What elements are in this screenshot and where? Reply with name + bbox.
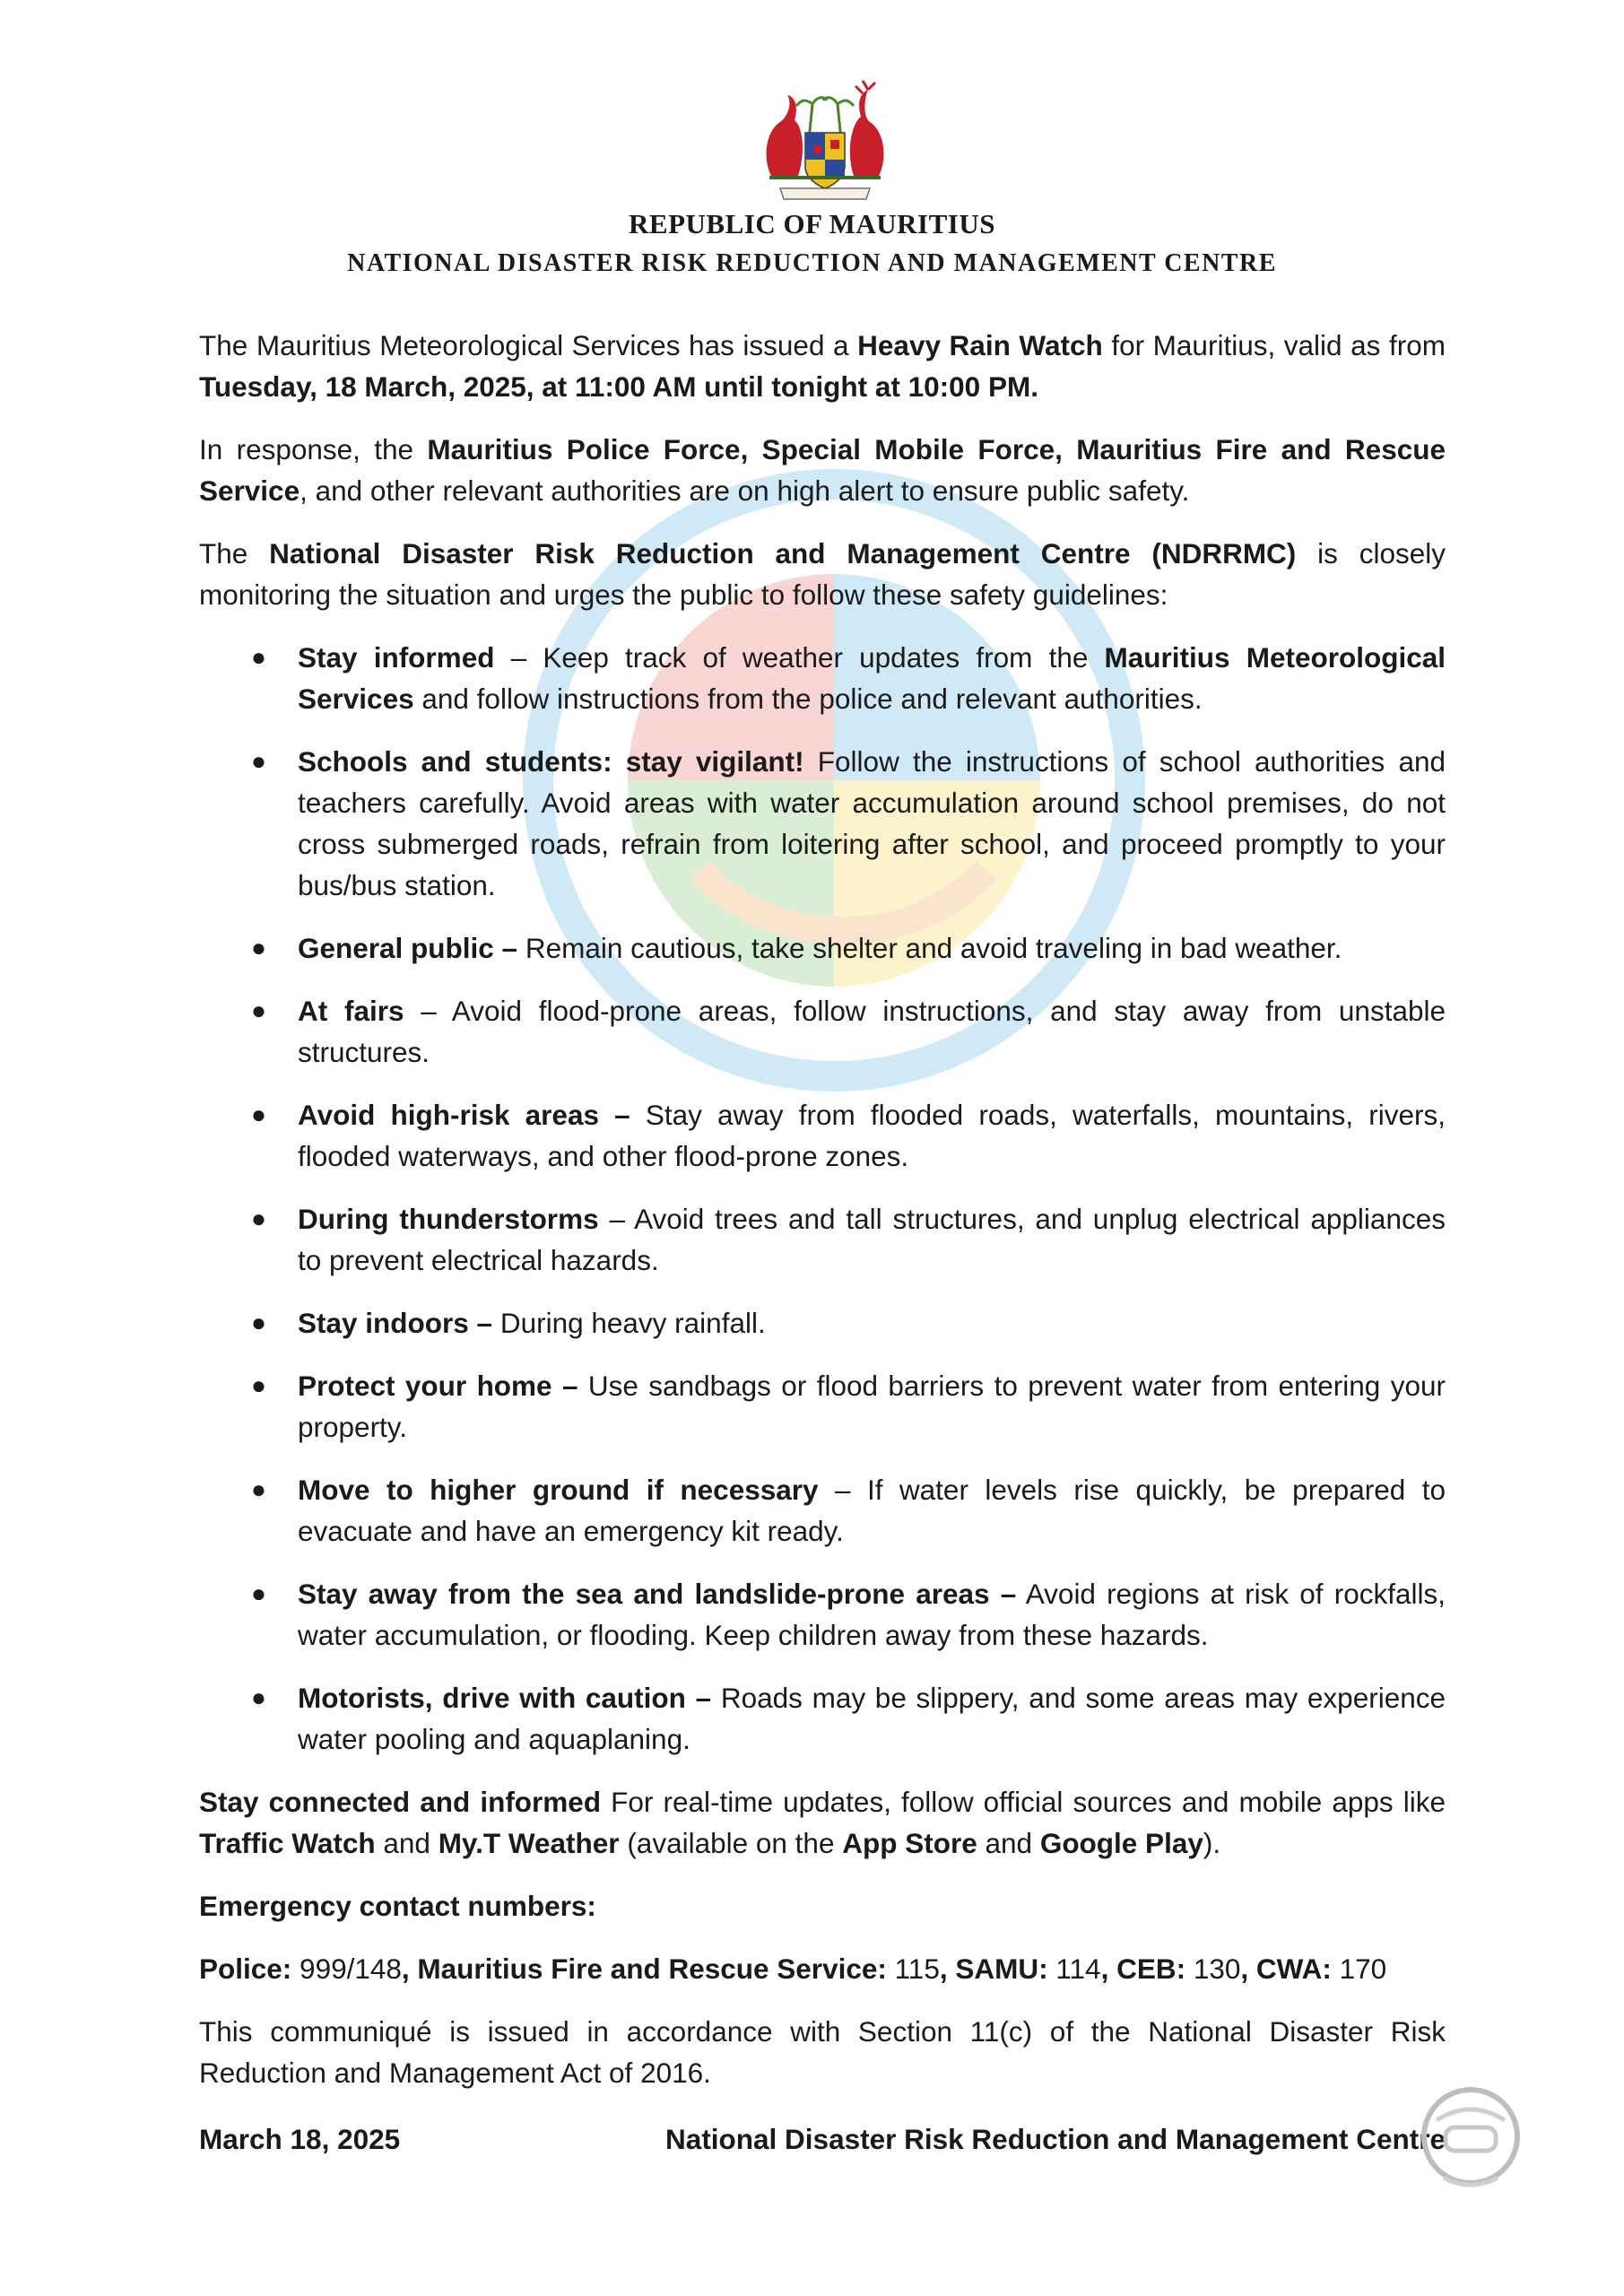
intro-paragraph-1: The Mauritius Meteorological Services has issued a Heavy Rain Watch for Mauritius, valid as from Tuesday, 18 March, 2025, at 11:00 AM until tonight at 10:00 PM. (199, 329, 1446, 403)
intro-paragraph-2: In response, the Mauritius Police Force, Special Mobile Force, Mauritius Fire and Rescue Service, and other relevant authorities are on high alert to ensure public safety. (199, 433, 1446, 507)
emergency-numbers: Police: 999/148, Mauritius Fire and Rescue Service: 115, SAMU: 114, CEB: 130, CWA: 170 (199, 1952, 1387, 1985)
guideline-item: ● At fairs – Avoid flood-prone areas, follow instructions, and stay away from unstable structures. (199, 990, 1446, 1073)
bullet-icon: ● (251, 1309, 266, 1336)
bullet-icon: ● (251, 1371, 266, 1399)
guideline-item: ● Schools and students: stay vigilant! Follow the instructions of school authorities and teachers carefully. Avoid areas with water accumulation around school premises, do not cross submerged roads, refrain from loitering after school, and proceed promptly to your bus/bus station. (199, 741, 1446, 906)
issue-date: March 18, 2025 (199, 2123, 401, 2155)
country-heading: REPUBLIC OF MAURITIUS (629, 208, 995, 239)
radio-station-logo (1390, 2081, 1551, 2197)
guideline-item: ● Stay away from the sea and landslide-prone areas – Avoid regions at risk of rockfalls, water accumulation, or flooding. Keep children away from these hazards. (199, 1573, 1446, 1656)
emergency-title: Emergency contact numbers: (199, 1890, 596, 1922)
bullet-icon: ● (251, 1683, 266, 1711)
guideline-item: ● Motorists, drive with caution – Roads may be slippery, and some areas may experience water pooling and aquaplaning. (199, 1677, 1446, 1760)
bullet-icon: ● (251, 1100, 266, 1128)
guideline-item: ● Move to higher ground if necessary – If water levels rise quickly, be prepared to evacuate and have an emergency kit ready. (199, 1469, 1446, 1552)
intro-paragraph-3: The National Disaster Risk Reduction and Management Centre (NDRRMC) is closely monitoring the situation and urges the public to follow these safety guidelines: (199, 537, 1446, 611)
document-footer (199, 2118, 1446, 2160)
bullet-icon: ● (251, 934, 266, 961)
issuing-organization: National Disaster Risk Reduction and Management Centre (665, 2123, 1446, 2155)
bullet-icon: ● (251, 747, 266, 775)
guideline-item: ● Avoid high-risk areas – Stay away from flooded roads, waterfalls, mountains, rivers, flooded waterways, and other flood-prone zones. (199, 1094, 1446, 1177)
safety-guidelines-list (199, 637, 1446, 1760)
agency-heading: NATIONAL DISASTER RISK REDUCTION AND MANAGEMENT CENTRE (347, 249, 1277, 277)
coat-of-arms-emblem (753, 77, 897, 212)
guideline-item: ● Stay informed – Keep track of weather updates from the Mauritius Meteorological Services and follow instructions from the police and relevant authorities. (199, 637, 1446, 719)
bullet-icon: ● (251, 996, 266, 1024)
guideline-item: ● General public – Remain cautious, take shelter and avoid traveling in bad weather. (199, 927, 1446, 969)
bullet-icon: ● (251, 1475, 266, 1503)
guideline-item: ● Stay indoors – During heavy rainfall. (199, 1302, 1446, 1344)
guideline-item: ● During thunderstorms – Avoid trees and tall structures, and unplug electrical appliances to prevent electrical hazards. (199, 1198, 1446, 1281)
communique-body (199, 325, 1446, 2160)
stay-connected-paragraph: Stay connected and informed For real-time updates, follow official sources and mobile apps like Traffic Watch and My.T Weather (available on the App Store and Google Play). (199, 1786, 1446, 1859)
bullet-icon: ● (251, 1205, 266, 1232)
bullet-icon: ● (251, 1579, 266, 1607)
legal-statement: This communiqué is issued in accordance with Section 11(c) of the National Disaster Risk Reduction and Management Act of 2016. (199, 2015, 1446, 2089)
guideline-item: ● Protect your home – Use sandbags or flood barriers to prevent water from entering your property. (199, 1365, 1446, 1448)
bullet-icon: ● (251, 643, 266, 671)
